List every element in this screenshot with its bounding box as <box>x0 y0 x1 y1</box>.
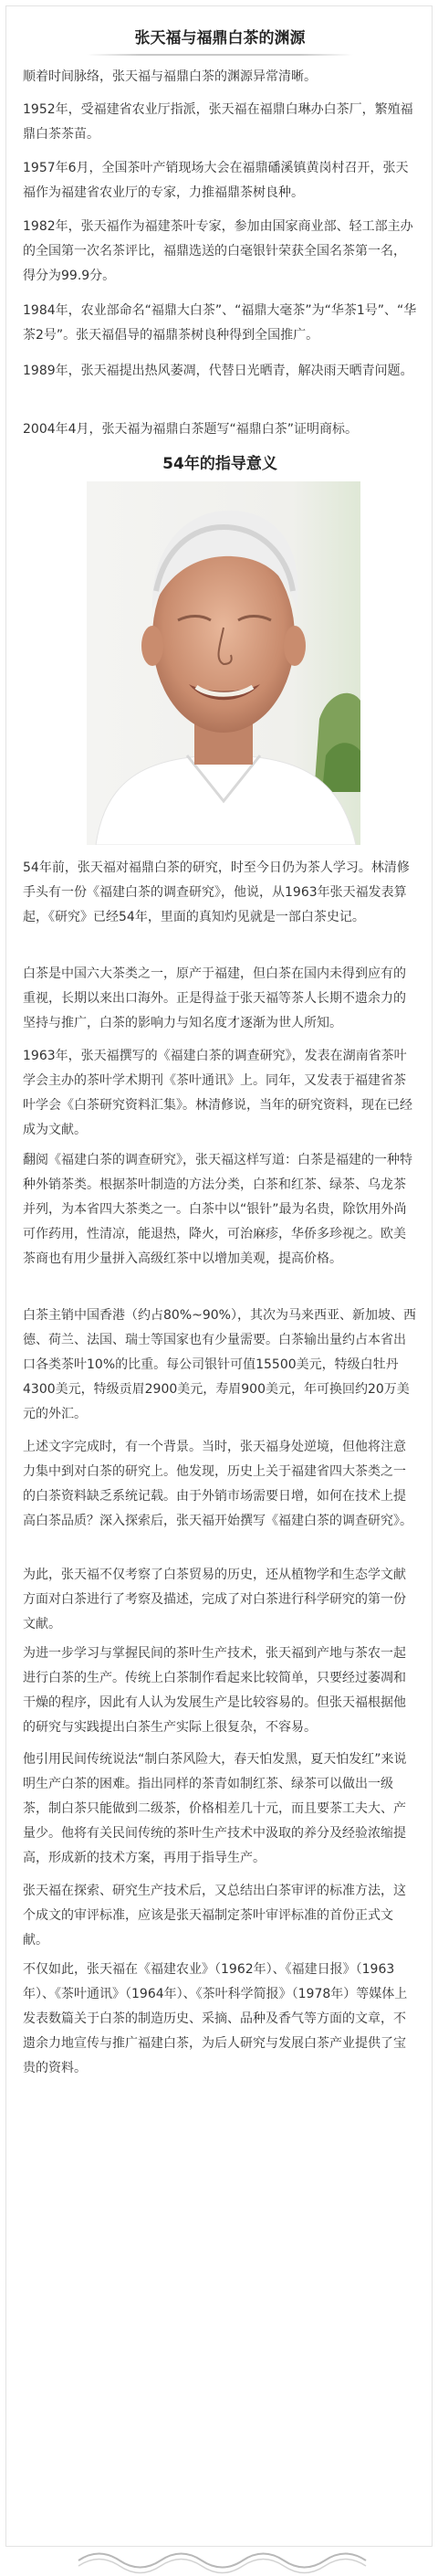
title-divider <box>87 54 353 56</box>
intro-paragraph: 1984年，农业部命名“福鼎大白茶”、“福鼎大毫茶”为“华茶1号”、“华茶2号”。张天福倡导的福鼎茶树良种得到全国推广。 <box>23 303 417 343</box>
intro-paragraph: 顺着时间脉络，张天福与福鼎白茶的渊源异常清晰。 <box>23 69 317 84</box>
article-frame <box>5 5 433 2547</box>
body-paragraph: 不仅如此，张天福在《福建农业》（1962年）、《福建日报》（1963年）、《茶叶通讯》（1964年）、《茶叶科学简报》（1978年）等媒体上发表数篇关于白茶的制造历史、采摘、品种及香气等方面的文章，不遗余力地宣传与推广福建白茶，为后人研究与发展白茶产业提供了宝贵的资料。 <box>23 1962 408 2075</box>
article-title: 张天福与福鼎白茶的渊源 <box>134 29 306 48</box>
intro-paragraph: 1952年，受福建省农业厅指派，张天福在福鼎白琳办白茶厂，繁殖福鼎白茶茶苗。 <box>23 102 413 142</box>
body-paragraph: 为进一步学习与掌握民间的茶叶生产技术，张天福到产地与茶农一起进行白茶的生产。传统上白茶制作看起来比较简单，只要经过萎凋和干燥的程序，因此有人认为发展生产是比较容易的。但张天福根据他的研究与实践提出白茶生产实际上很复杂，不容易。 <box>23 1646 406 1735</box>
body-paragraph: 他引用民间传统说法“制白茶风险大，春天怕发黑，夏天怕发红”来说明生产白茶的困难。指出同样的茶青如制红茶、绿茶可以做出一级茶，制白茶只能做到二级茶，价格相差几十元，而且要茶工夫大、产量少。他将有关民间传统的茶叶生产技术中汲取的养分及经验浓缩提高，形成新的技术方案，再用于指导生产。 <box>23 1752 407 1865</box>
body-paragraph: 张天福在探索、研究生产技术后，又总结出白茶审评的标准方法，这个成文的审评标准，应该是张天福制定茶叶审评标准的首份正式文献。 <box>23 1884 406 1948</box>
intro-paragraph: 2004年4月，张天福为福鼎白茶题写“福鼎白茶”证明商标。 <box>23 422 359 437</box>
portrait-photo-icon <box>87 481 360 845</box>
body-paragraph: 翻阅《福建白茶的调查研究》，张天福这样写道：白茶是福建的一种特种外销茶类。根据茶叶制造的方法分类，白茶和红茶、绿茶、乌龙茶并列，为本省四大茶类之一。白茶中以“银针”最为名贵，除饮用外尚可作药用，性清凉，能退热，降火，可治麻疹，华侨多珍视之。欧美茶商也有用少量拼入高级红茶中以增加美观，提高价格。 <box>23 1153 412 1266</box>
body-paragraph: 白茶主销中国香港（约占80%~90%），其次为马来西亚、新加坡、西德、荷兰、法国、瑞士等国家也有少量需要。白茶输出量约占本省出口各类茶叶10%的比重。每公司银针可值15500美元，特级白牡丹4300美元，特级贡眉2900美元，寿眉900美元，年可换回约20万美元的外汇。 <box>23 1308 416 1421</box>
body-paragraph: 为此，张天福不仅考察了白茶贸易的历史，还从植物学和生态学文献方面对白茶进行了考察及描述，完成了对白茶进行科学研究的第一份文献。 <box>23 1568 406 1631</box>
body-paragraph: 1963年，张天福撰写的《福建白茶的调查研究》，发表在湖南省茶叶学会主办的茶叶学术期刊《茶叶通讯》上。同年，又发表于福建省茶叶学会《白茶研究资料汇集》。林清修说，当年的研究资料，现在已经成为文献。 <box>23 1049 412 1137</box>
section-subtitle: 54年的指导意义 <box>162 455 277 473</box>
intro-paragraph: 1989年，张天福提出热风萎凋，代替日光晒青，解决雨天晒青问题。 <box>23 364 413 378</box>
intro-paragraph: 1982年，张天福作为福建茶叶专家，参加由国家商业部、轻工部主办的全国第一次名茶评比，福鼎选送的白毫银针荣获全国名茶第一名，得分为99.9分。 <box>23 219 413 283</box>
portrait-photo <box>87 481 360 845</box>
body-paragraph: 白茶是中国六大茶类之一，原产于福建，但白茶在国内未得到应有的重视，长期以来出口海外。正是得益于张天福等茶人长期不遗余力的坚持与推广，白茶的影响力与知名度才逐渐为世人所知。 <box>23 966 406 1030</box>
footer-wave-divider <box>5 2547 431 2574</box>
body-paragraph: 上述文字完成时，有一个背景。当时，张天福身处逆境，但他将注意力集中到对白茶的研究上。他发现，历史上关于福建省四大茶类之一的白茶资料缺乏系统记载。由于外销市场需要日增，如何在技术上提高白茶品质？深入探索后，张天福开始撰写《福建白茶的调查研究》。 <box>23 1440 412 1528</box>
intro-paragraph: 1957年6月，全国茶叶产销现场大会在福鼎磻溪镇黄岗村召开，张天福作为福建省农业厅的专家，力推福鼎茶树良种。 <box>23 161 409 200</box>
body-paragraph: 54年前，张天福对福鼎白茶的研究，时至今日仍为茶人学习。林清修手头有一份《福建白茶的调查研究》，他说，从1963年张天福发表算起，《研究》已经54年，里面的真知灼见就是一部白茶史记。 <box>23 860 410 924</box>
